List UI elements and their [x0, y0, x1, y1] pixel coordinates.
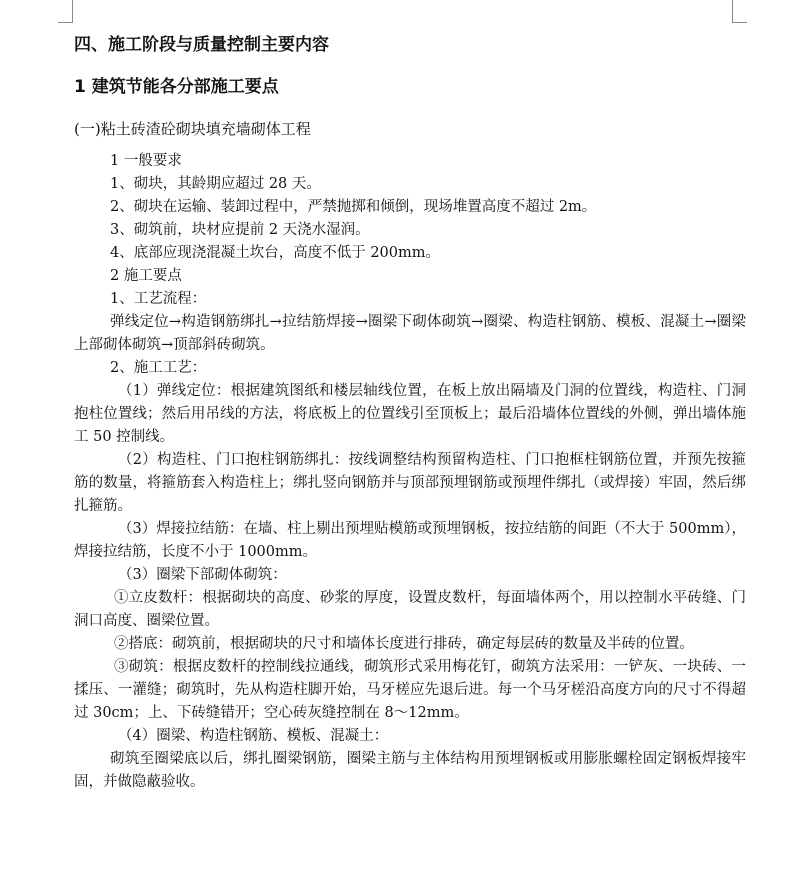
section-heading: 四、施工阶段与质量控制主要内容: [74, 35, 329, 55]
paragraph-item-2: 2、砌块在运输、装卸过程中，严禁抛掷和倾倒，现场堆置高度不超过 2m。: [110, 199, 597, 215]
paragraph-item-3: 3、砌筑前，块材应提前 2 天浇水湿润。: [110, 222, 370, 238]
subheading: (一)粘土砖渣砼砌块填充墙砌体工程: [74, 120, 311, 138]
paragraph-process-flow-title: 1、工艺流程：: [110, 291, 207, 307]
paragraph-step-layout: （1）弹线定位：根据建筑图纸和楼层轴线位置，在板上放出隔墙及门洞的位置线，构造柱、门洞抱柱位置线；然后用吊线的方法，将底板上的位置线引至顶板上；最后沿墙体位置线的外侧，弹出墙体施工 50 控制线。: [74, 383, 746, 445]
paragraph-process-flow: 弹线定位→构造钢筋绑扎→拉结筋焊接→圈梁下砌体砌筑→圈梁、构造柱钢筋、模板、混凝土→圈梁上部砌体砌筑→顶部斜砖砌筑。: [74, 314, 746, 353]
paragraph-process-title: 2、施工工艺：: [110, 360, 207, 376]
paragraph-item-4: 4、底部应现浇混凝土坎台，高度不低于 200mm。: [110, 245, 441, 261]
paragraph-step-masonry-title: （3）圈梁下部砌体砌筑：: [118, 567, 287, 583]
page-corner-mark-left: [58, 0, 73, 23]
paragraph-construction-points: 2 施工要点: [110, 268, 182, 284]
page-corner-mark-right: [732, 0, 747, 23]
paragraph-item-1: 1、砌块，其龄期应超过 28 天。: [110, 176, 321, 192]
topic-heading: 1 建筑节能各分部施工要点: [74, 77, 279, 97]
document-page: [74, 30, 746, 794]
paragraph-step-ringbeam-title: （4）圈梁、构造柱钢筋、模板、混凝土：: [118, 728, 389, 744]
paragraph-step-masonry-3: ③砌筑：根据皮数杆的控制线拉通线，砌筑形式采用梅花钉，砌筑方法采用：一铲灰、一块砖、一揉压、一灌缝；砌筑时，先从构造柱脚开始，马牙槎应先退后进。每一个马牙槎沿高度方向的尺寸不得超过 30cm；上、下砖缝错开；空心砖灰缝控制在 8～12mm。: [74, 659, 746, 721]
paragraph-step-ringbeam: 砌筑至圈梁底以后，绑扎圈梁钢筋，圈梁主筋与主体结构用预埋钢板或用膨胀螺栓固定钢板焊接牢固，并做隐蔽验收。: [74, 751, 746, 790]
paragraph-general-requirements: 1 一般要求: [110, 153, 182, 169]
paragraph-step-rebar: （2）构造柱、门口抱柱钢筋绑扎：按线调整结构预留构造柱、门口抱框柱钢筋位置，并预先按箍筋的数量，将箍筋套入构造柱上；绑扎竖向钢筋并与顶部预埋钢筋或预埋件绑扎（或焊接）牢固，然后绑扎箍筋。: [74, 452, 746, 514]
paragraph-step-welding: （3）焊接拉结筋：在墙、柱上剔出预埋贴模筋或预埋钢板，按拉结筋的间距（不大于 500mm），焊接拉结筋，长度不小于 1000mm。: [74, 521, 746, 560]
paragraph-step-masonry-2: ②搭底：砌筑前，根据砌块的尺寸和墙体长度进行排砖，确定每层砖的数量及半砖的位置。: [114, 636, 694, 652]
paragraph-step-masonry-1: ①立皮数杆：根据砌块的高度、砂浆的厚度，设置皮数杆，每面墙体两个，用以控制水平砖缝、门洞口高度、圈梁位置。: [74, 590, 746, 629]
